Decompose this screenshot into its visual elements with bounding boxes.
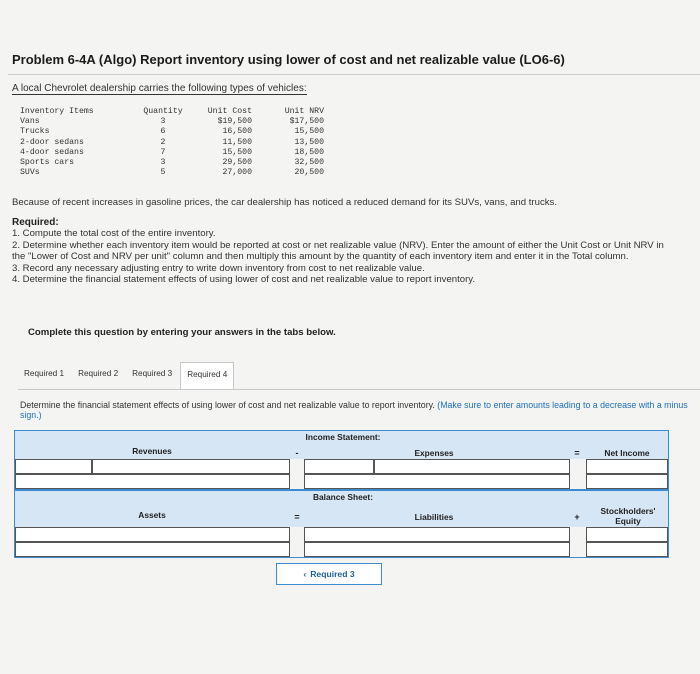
- header-unit-cost: Unit Cost: [207, 107, 252, 116]
- tab-required-1[interactable]: Required 1: [24, 369, 65, 378]
- nrv-cell: 13,500: [294, 137, 324, 147]
- nrv-cell: 18,500: [294, 147, 324, 157]
- tab-instruction: [20, 400, 696, 421]
- item-cell: SUVs: [20, 168, 40, 178]
- cost-cell: 29,500: [222, 158, 252, 168]
- assets-header: Assets: [138, 510, 166, 520]
- expenses-input-1[interactable]: [374, 459, 570, 474]
- required-item: 1. Compute the total cost of the entire inventory.: [12, 228, 216, 240]
- cost-cell: 27,000: [222, 168, 252, 178]
- required-item: 2. Determine whether each inventory item would be reported at cost or net realizable value (NRV). Enter the amount of either the Unit Cost or Unit NRV in the "Lower of Cost and NRV per unit" column and then multiply this amount by the quantity of each inventory item and enter it in the Total column.: [12, 239, 664, 263]
- required-heading: Required:: [12, 217, 59, 228]
- liabilities-input-1[interactable]: [304, 527, 570, 542]
- nrv-cell: 32,500: [294, 158, 324, 168]
- nrv-cell: $17,500: [289, 117, 324, 127]
- header-items: Inventory Items: [20, 107, 94, 116]
- revenues-header: Revenues: [132, 446, 172, 456]
- item-cell: Sports cars: [20, 158, 75, 168]
- inventory-items-column: [20, 107, 94, 178]
- item-cell: Trucks: [20, 127, 50, 137]
- nrv-cell: 20,500: [294, 168, 324, 178]
- chevron-left-icon: ‹: [303, 569, 307, 579]
- assets-input-2[interactable]: [15, 542, 290, 557]
- back-to-required-3-button[interactable]: [276, 563, 382, 585]
- header-quantity: Quantity: [143, 107, 183, 116]
- expenses-header: Expenses: [414, 448, 454, 458]
- net-income-header: Net Income: [604, 448, 650, 458]
- qty-cell: 2: [160, 137, 166, 147]
- page-title: Problem 6-4A (Algo) Report inventory using lower of cost and net realizable value (LO6-6): [12, 52, 565, 67]
- income-row-1-label-input[interactable]: [15, 459, 92, 474]
- item-cell: 2-door sedans: [20, 137, 84, 147]
- liabilities-input-2[interactable]: [304, 542, 570, 557]
- cost-cell: 15,500: [222, 147, 252, 157]
- cost-cell: 16,500: [222, 127, 252, 137]
- instruction-text: Determine the financial statement effects of using lower of cost and net realizable value to report inventory.: [20, 400, 435, 410]
- cost-cell: $19,500: [217, 117, 252, 127]
- revenues-input-2[interactable]: [15, 474, 290, 489]
- qty-cell: 3: [160, 158, 166, 168]
- nrv-cell: 15,500: [294, 127, 324, 137]
- required-item: 3. Record any necessary adjusting entry to write down inventory from cost to net realizable value.: [12, 262, 425, 274]
- intro-text: A local Chevrolet dealership carries the following types of vehicles:: [12, 83, 307, 94]
- tab-required-2[interactable]: Required 2: [78, 369, 119, 378]
- revenues-input-1[interactable]: [92, 459, 290, 474]
- qty-cell: 7: [160, 147, 166, 157]
- minus-operator: -: [295, 448, 299, 458]
- expenses-input-2[interactable]: [304, 474, 570, 489]
- tab-required-4[interactable]: Required 4: [180, 362, 234, 389]
- stockholders-equity-header: Stockholders' Equity: [600, 506, 656, 526]
- net-income-input-2[interactable]: [586, 474, 668, 489]
- equity-input-2[interactable]: [586, 542, 668, 557]
- unit-nrv-column: [280, 107, 324, 178]
- income-statement-title: Income Statement:: [305, 432, 381, 442]
- equity-input-1[interactable]: [586, 527, 668, 542]
- qty-cell: 6: [160, 127, 166, 137]
- balance-sheet-title: Balance Sheet:: [312, 492, 374, 502]
- assets-input-1[interactable]: [15, 527, 290, 542]
- expenses-label-input-1[interactable]: [304, 459, 374, 474]
- equals-operator: =: [574, 448, 580, 458]
- divider: [8, 74, 700, 75]
- equals-operator: =: [294, 512, 300, 522]
- unit-cost-column: [204, 107, 252, 178]
- header-unit-nrv: Unit NRV: [284, 107, 324, 116]
- item-cell: Vans: [20, 117, 40, 127]
- qty-cell: 3: [160, 117, 166, 127]
- item-cell: 4-door sedans: [20, 147, 84, 157]
- net-income-input-1[interactable]: [586, 459, 668, 474]
- required-item: 4. Determine the financial statement effects of using lower of cost and net realizable value to report inventory.: [12, 274, 476, 286]
- cost-cell: 11,500: [222, 137, 252, 147]
- required-list: [12, 217, 664, 285]
- tab-divider: [18, 389, 700, 390]
- liabilities-header: Liabilities: [414, 512, 454, 522]
- context-text: Because of recent increases in gasoline prices, the car dealership has noticed a reduced demand for its SUVs, vans, and trucks.: [12, 197, 558, 208]
- back-button-label: Required 3: [310, 569, 355, 579]
- tab-required-3[interactable]: Required 3: [132, 369, 173, 378]
- instruction-note: (Make sure to enter amounts leading to a decrease with a minus sign.): [20, 400, 688, 421]
- qty-cell: 5: [160, 168, 166, 178]
- tab-bar: [18, 362, 236, 389]
- quantity-column: [140, 107, 186, 178]
- complete-instruction: Complete this question by entering your answers in the tabs below.: [28, 327, 336, 338]
- plus-operator: +: [574, 512, 580, 522]
